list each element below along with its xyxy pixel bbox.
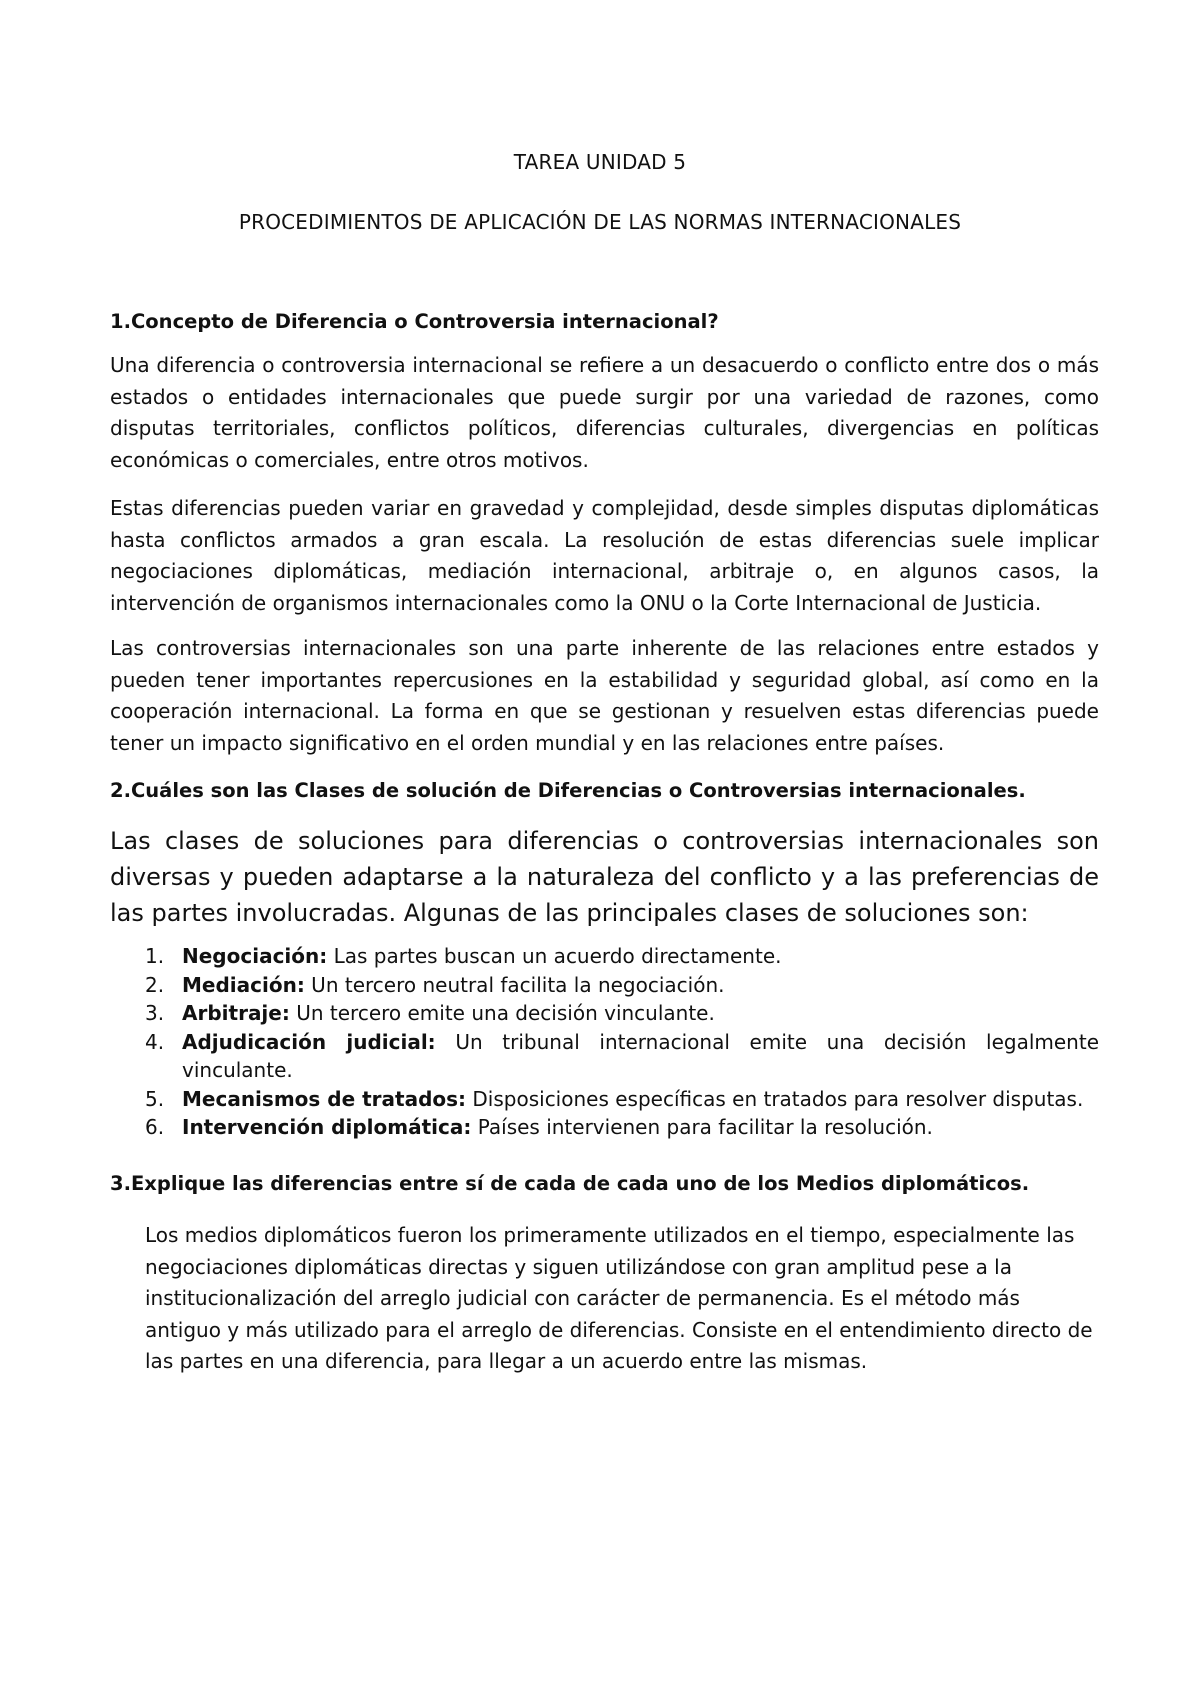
list-item xyxy=(110,942,1099,971)
document-subtitle: PROCEDIMIENTOS DE APLICACIÓN DE LAS NORMAS INTERNACIONALES xyxy=(238,210,962,234)
list-item xyxy=(110,971,1099,1000)
solutions-list xyxy=(110,942,1099,1142)
list-item-term: Negociación: xyxy=(182,944,328,968)
document-title: TAREA UNIDAD 5 xyxy=(513,150,687,174)
list-item-term: Mediación: xyxy=(182,972,305,997)
list-item-desc: Disposiciones específicas en tratados para resolver disputas. xyxy=(466,1086,1084,1111)
list-item-desc: Un tribunal internacional emite una decisión legalmente vinculante. xyxy=(182,1029,1099,1082)
list-item-desc: Un tercero emite una decisión vinculante. xyxy=(289,1001,715,1025)
section2-intro: Las clases de soluciones para diferencias o controversias internacionales son diversas y pueden adaptarse a la naturaleza del conflicto y a las preferencias de las partes involucradas. Algunas de las principales clases de soluciones son: xyxy=(110,827,1099,927)
section1-paragraph-1: Una diferencia o controversia internacional se refiere a un desacuerdo o conflicto entre dos o más estados o entidades internacionales que puede surgir por una variedad de razones, como disputas territoriales, conflictos políticos, diferencias culturales, divergencias en políticas económicas o comerciales, entre otros motivos. xyxy=(110,353,1099,472)
list-item-number: 1. xyxy=(145,944,165,968)
list-item-number: 2. xyxy=(145,972,165,997)
list-item-term: Intervención diplomática: xyxy=(182,1115,472,1139)
list-item xyxy=(110,1113,1099,1142)
list-item xyxy=(110,1085,1099,1114)
list-item-desc: Países intervienen para facilitar la resolución. xyxy=(471,1115,933,1139)
solutions-list-container xyxy=(110,942,1099,1142)
list-item xyxy=(110,1028,1099,1085)
list-item-desc: Las partes buscan un acuerdo directamente. xyxy=(327,944,782,968)
list-item-number: 6. xyxy=(145,1115,165,1139)
list-item-number: 3. xyxy=(145,1001,165,1025)
section1-paragraph-2: Estas diferencias pueden variar en gravedad y complejidad, desde simples disputas diplomáticas hasta conflictos armados a gran escala. La resolución de estas diferencias suele implicar negociaciones diplomáticas, mediación internacional, arbitraje o, en algunos casos, la intervención de organismos internacionales como la ONU o la Corte Internacional de Justicia. xyxy=(110,496,1099,615)
list-item-number: 4. xyxy=(145,1029,165,1054)
list-item-term: Mecanismos de tratados: xyxy=(182,1086,467,1111)
question-2-heading: 2.Cuáles son las Clases de solución de Diferencias o Controversias internacionales. xyxy=(110,779,1026,802)
section3-paragraph: Los medios diplomáticos fueron los primeramente utilizados en el tiempo, especialmente las negociaciones diplomáticas directas y siguen utilizándose con gran amplitud pese a la institucionalización del arreglo judicial con carácter de permanencia. Es el método más antiguo y más utilizado para el arreglo de diferencias. Consiste en el entendimiento directo de las partes en una diferencia, para llegar a un acuerdo entre las mismas. xyxy=(145,1223,1093,1373)
list-item-number: 5. xyxy=(145,1086,165,1111)
section1-paragraph-3: Las controversias internacionales son una parte inherente de las relaciones entre estados y pueden tener importantes repercusiones en la estabilidad y seguridad global, así como en la cooperación internacional. La forma en que se gestionan y resuelven estas diferencias puede tener un impacto significativo en el orden mundial y en las relaciones entre países. xyxy=(110,636,1099,755)
list-item-desc: Un tercero neutral facilita la negociación. xyxy=(304,972,725,997)
question-1-heading: 1.Concepto de Diferencia o Controversia internacional? xyxy=(110,310,719,333)
list-item-term: Arbitraje: xyxy=(182,1001,290,1025)
question-3-heading: 3.Explique las diferencias entre sí de cada de cada uno de los Medios diplomáticos. xyxy=(110,1172,1030,1195)
list-item-term: Adjudicación judicial: xyxy=(182,1029,436,1054)
list-item xyxy=(110,999,1099,1028)
